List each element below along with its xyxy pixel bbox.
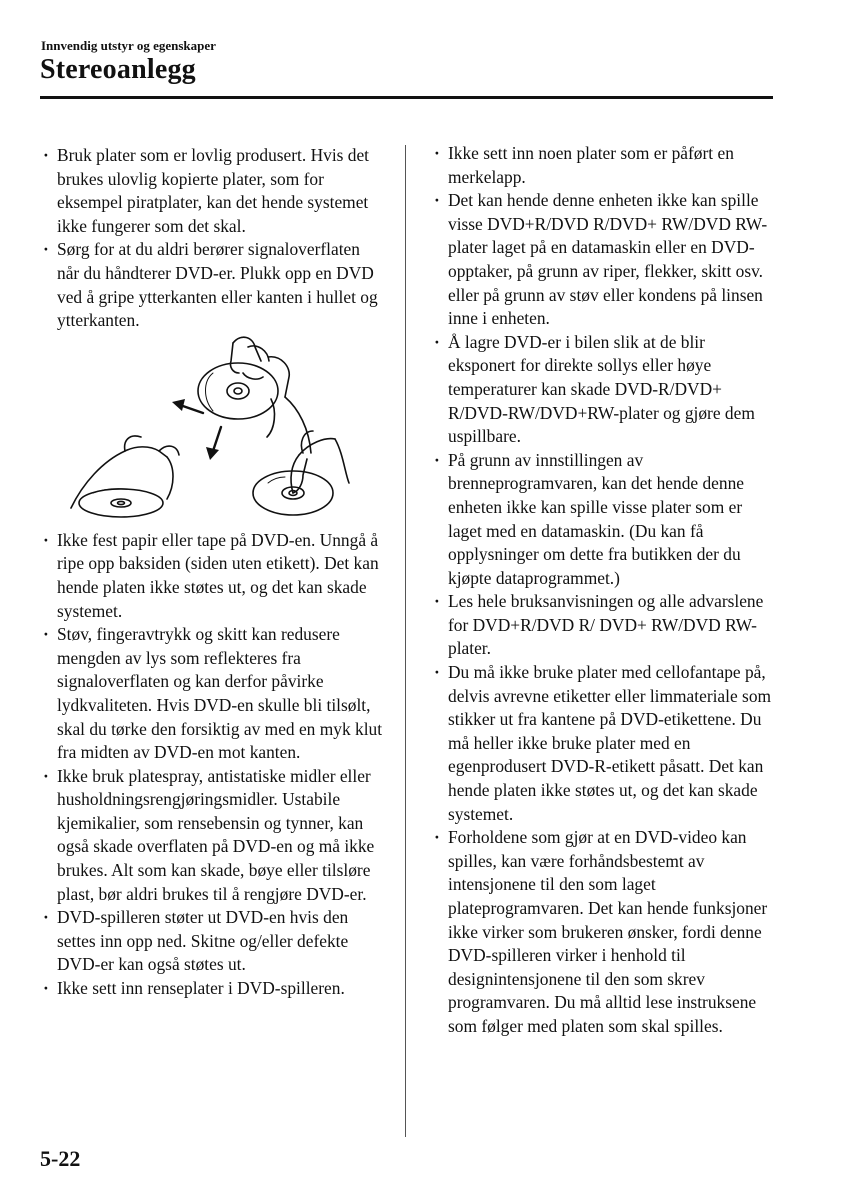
list-item: · Ikke sett inn renseplater i DVD-spilleren.	[43, 977, 385, 1001]
header-rule	[40, 96, 773, 99]
illustration-block	[43, 333, 385, 529]
right-column	[434, 142, 776, 1039]
list-item: · Bruk plater som er lovlig produsert. Hvis det brukes ulovlig kopierte plater, som for eksempel piratplater, kan det hende systemet ikke fungerer som det skal.	[43, 144, 385, 238]
list-item: · Du må ikke bruke plater med cellofantape på, delvis avrevne etiketter eller limmateriale som stikker ut fra kantene på DVD-etikettene. Du må heller ikke bruke plater med en egenprodusert DVD-R-etikett påsatt. Det kan hende platen ikke støtes ut, og det kan skade systemet.	[434, 661, 776, 826]
edge-held-disc-icon	[79, 488, 163, 516]
list-item: · DVD-spilleren støter ut DVD-en hvis den settes inn opp ned. Skitne og/eller defekte DVD-er kan også støtes ut.	[43, 906, 385, 977]
list-item: · På grunn av innstillingen av brenneprogramvaren, kan det hende denne enheten ikke kan spille visse plater som er laget med en datamaskin. (Du kan få opplysninger om dette fra butikken der du kjøpte dataprogrammet.)	[434, 449, 776, 591]
page-number: 5-22	[40, 1146, 81, 1171]
left-column	[43, 144, 385, 1001]
list-item: · Det kan hende denne enheten ikke kan spille visse DVD+R/DVD R/DVD+ RW/DVD RW-plater laget på en datamaskin eller en DVD-opptaker, på grunn av riper, flekker, skitt osv. eller på grunn av støv eller kondens på linsen inne i enheten.	[434, 189, 776, 331]
column-divider	[405, 145, 406, 1137]
list-item: · Les hele bruksanvisningen og alle advarslene for DVD+R/DVD R/ DVD+ RW/DVD RW-plater.	[434, 590, 776, 661]
list-item: · Ikke sett inn noen plater som er påført en merkelapp.	[434, 142, 776, 189]
dvd-handling-illustration-icon	[63, 333, 353, 523]
section-label: Innvendig utstyr og egenskaper	[41, 38, 216, 53]
page-title: Stereoanlegg	[40, 54, 196, 85]
held-disc-icon	[198, 363, 278, 419]
list-item: · Forholdene som gjør at en DVD-video kan spilles, kan være forhåndsbestemt av intensjonene til den som laget plateprogramvaren. Det kan hende funksjoner ikke virker som brukeren ønsker, fordi denne DVD-spilleren virker i henhold til designintensjonene til den som skrev programvaren. Du må alltid lese instruksene som følger med platen som skal spilles.	[434, 826, 776, 1038]
list-item: · Sørg for at du aldri berører signaloverflaten når du håndterer DVD-er. Plukk opp en DVD ved å gripe ytterkanten eller kanten i hullet og ytterkanten.	[43, 238, 385, 332]
list-item: · Ikke bruk platespray, antistatiske midler eller husholdningsrengjøringsmidler. Ustabile kjemikalier, som rensebensin og tynner, kan også skade overflaten på DVD-en og må ikke brukes. Alt som kan skade, bøye eller tilsløre plast, bør aldri brukes til å rengjøre DVD-er.	[43, 765, 385, 907]
list-item: · Å lagre DVD-er i bilen slik at de blir eksponert for direkte sollys eller høye temperaturer kan skade DVD-R/DVD+ R/DVD-RW/DVD+RW-plater og gjøre dem uspillbare.	[434, 331, 776, 449]
list-item: · Støv, fingeravtrykk og skitt kan redusere mengden av lys som reflekteres fra signaloverflaten og kan derfor påvirke lydkvaliteten. Hvis DVD-en skulle bli tilsølt, skal du tørke den forsiktig av med en myk klut fra midten av DVD-en mot kanten.	[43, 623, 385, 765]
list-item: · Ikke fest papir eller tape på DVD-en. Unngå å ripe opp baksiden (siden uten etikett). Det kan hende platen ikke støtes ut, og det kan skade systemet.	[43, 529, 385, 623]
